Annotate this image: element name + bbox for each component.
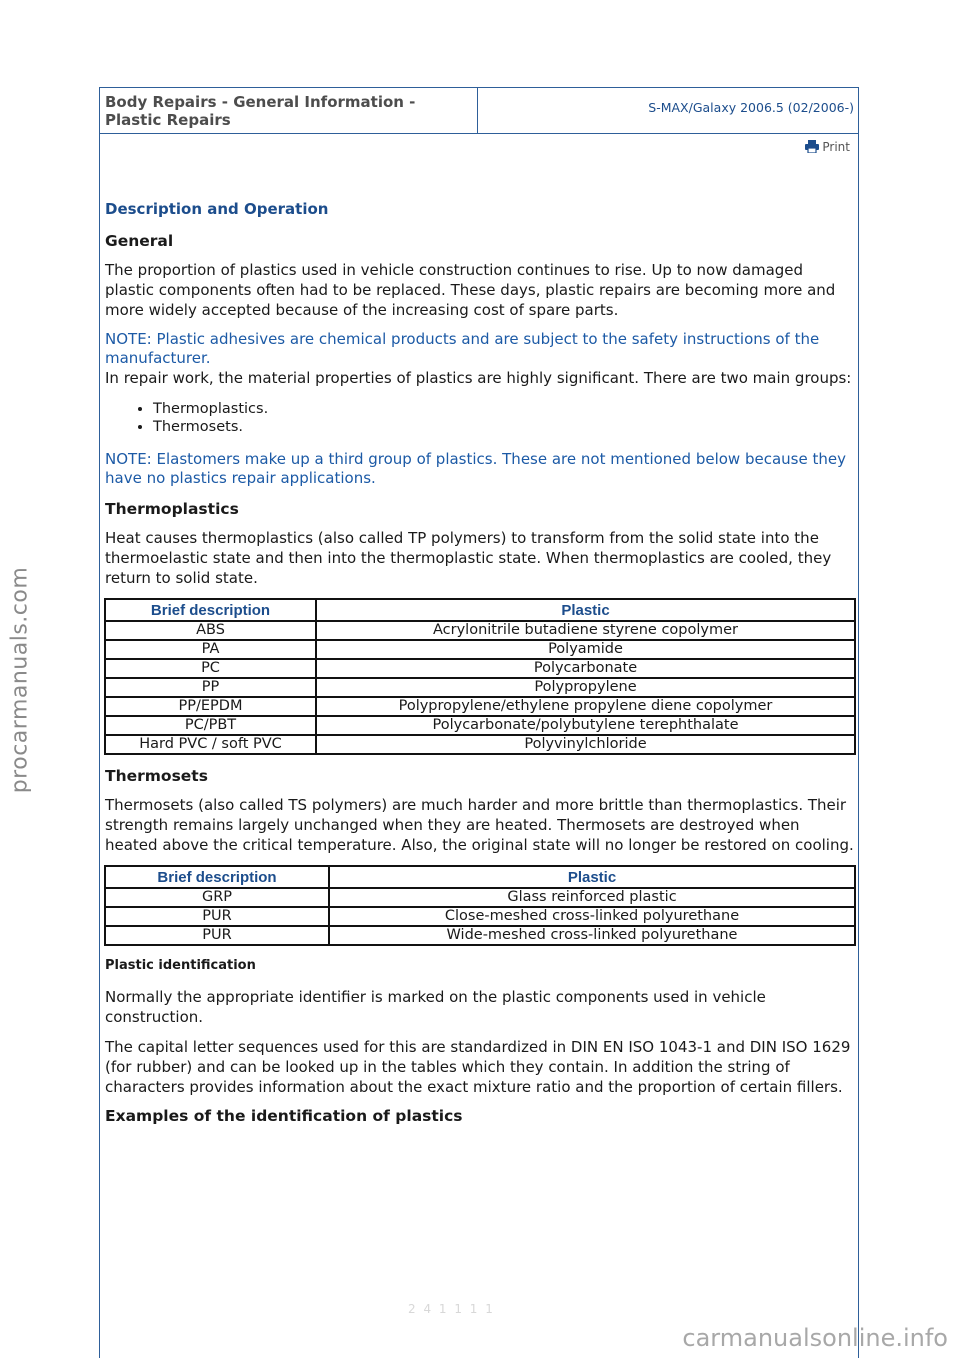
section-title: Description and Operation <box>105 200 329 218</box>
table-row <box>105 716 855 735</box>
column-header-plastic: Plastic <box>329 866 855 888</box>
table-cell: Polypropylene/ethylene propylene diene copolymer <box>316 697 855 716</box>
thermoplastics-paragraph: Heat causes thermoplastics (also called TP polymers) to transform from the solid state into the thermoelastic state and then into the thermoplastic state. When thermoplastics are cooled, they return to solid state. <box>105 529 832 587</box>
table-cell: Glass reinforced plastic <box>329 888 855 907</box>
table-cell: ABS <box>105 621 316 640</box>
table-cell: Close-meshed cross-linked polyurethane <box>329 907 855 926</box>
document-body <box>100 200 858 1125</box>
table-header-row <box>105 599 855 621</box>
document-frame <box>99 87 859 1358</box>
table-cell: PUR <box>105 926 329 945</box>
table-cell: Polyamide <box>316 640 855 659</box>
side-watermark: procarmanuals.com <box>7 566 33 794</box>
table-row <box>105 735 855 754</box>
table-row <box>105 640 855 659</box>
table-row <box>105 697 855 716</box>
identification-paragraph-2: The capital letter sequences used for this are standardized in DIN EN ISO 1043-1 and DIN ISO 1629 (for rubber) and can be looked up in the tables which they contain. In addition the string of characters provides information about the exact mixture ratio and the proportion of certain fillers. <box>105 1038 851 1096</box>
thermoplastics-table <box>104 598 856 755</box>
document-header <box>100 88 858 134</box>
table-cell: PUR <box>105 907 329 926</box>
note-elastomers: NOTE: Elastomers make up a third group of plastics. These are not mentioned below because they have no plastics repair applications. <box>105 450 846 487</box>
title-line-2: Plastic Repairs <box>105 111 231 129</box>
column-header-plastic: Plastic <box>316 599 855 621</box>
page-footer: 2 4 1 1 1 1 <box>408 1302 495 1316</box>
table-cell: Polyvinylchloride <box>316 735 855 754</box>
table-cell: GRP <box>105 888 329 907</box>
list-item: • Thermoplastics. <box>153 400 854 418</box>
table-row <box>105 907 855 926</box>
general-paragraph-1: The proportion of plastics used in vehicle construction continues to rise. Up to now damaged plastic components often had to be replaced. These days, plastic repairs are becoming more and more widely accepted because of the increasing cost of spare parts. <box>105 261 836 319</box>
table-row <box>105 926 855 945</box>
print-link[interactable] <box>100 134 858 160</box>
printer-icon <box>805 140 819 153</box>
print-label[interactable]: Print <box>822 140 850 154</box>
table-row <box>105 621 855 640</box>
table-cell: PC <box>105 659 316 678</box>
table-cell: Hard PVC / soft PVC <box>105 735 316 754</box>
bottom-watermark: carmanualsonline.info <box>682 1324 948 1352</box>
vehicle-model: S-MAX/Galaxy 2006.5 (02/2006-) <box>648 100 854 115</box>
table-header-row <box>105 866 855 888</box>
table-cell: PP/EPDM <box>105 697 316 716</box>
identification-heading: Plastic identification <box>105 958 256 973</box>
table-cell: Polycarbonate/polybutylene terephthalate <box>316 716 855 735</box>
table-cell: Wide-meshed cross-linked polyurethane <box>329 926 855 945</box>
table-row <box>105 678 855 697</box>
document-title <box>100 88 478 133</box>
thermosets-paragraph: Thermosets (also called TS polymers) are much harder and more brittle than thermoplastics. Their strength remains largely unchanged when they are heated. Thermosets are destroyed when heated above the critical temperature. Also, the original state will no longer be restored on cooling. <box>105 796 854 854</box>
column-header-brief: Brief description <box>105 866 329 888</box>
table-cell: Polypropylene <box>316 678 855 697</box>
table-cell: PC/PBT <box>105 716 316 735</box>
title-line-1: Body Repairs - General Information - <box>105 93 416 111</box>
plastic-groups-list <box>105 400 854 436</box>
general-heading: General <box>105 232 174 250</box>
general-paragraph-2: In repair work, the material properties of plastics are highly significant. There are two main groups: <box>105 369 852 387</box>
table-cell: PP <box>105 678 316 697</box>
table-row <box>105 659 855 678</box>
thermosets-heading: Thermosets <box>105 767 208 785</box>
identification-paragraph-1: Normally the appropriate identifier is marked on the plastic components used in vehicle construction. <box>105 988 766 1026</box>
column-header-brief: Brief description <box>105 599 316 621</box>
table-cell: PA <box>105 640 316 659</box>
examples-heading: Examples of the identification of plastics <box>105 1107 463 1125</box>
table-cell: Acrylonitrile butadiene styrene copolymer <box>316 621 855 640</box>
thermosets-table <box>104 865 856 946</box>
thermoplastics-heading: Thermoplastics <box>105 500 239 518</box>
table-row <box>105 888 855 907</box>
note-adhesives: NOTE: Plastic adhesives are chemical products and are subject to the safety instructions of the manufacturer. <box>105 330 820 367</box>
list-item: • Thermosets. <box>153 418 854 436</box>
table-cell: Polycarbonate <box>316 659 855 678</box>
